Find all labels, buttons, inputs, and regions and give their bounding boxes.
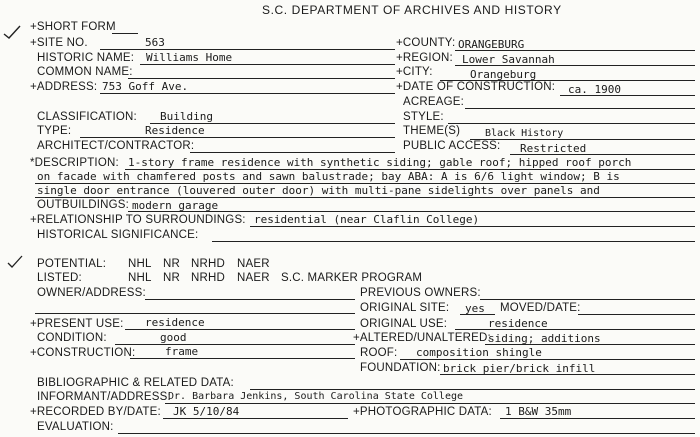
potential-naer: NAER bbox=[237, 258, 270, 270]
potential-label: POTENTIAL: bbox=[37, 258, 107, 270]
classification-value: Building bbox=[160, 110, 213, 123]
address-value: 753 Goff Ave. bbox=[102, 80, 189, 93]
site-no-value: 563 bbox=[145, 36, 165, 49]
potential-nr: NR bbox=[163, 258, 181, 270]
style-label: STYLE: bbox=[403, 111, 444, 123]
foundation-label: FOUNDATION: bbox=[360, 362, 441, 374]
type-value: Residence bbox=[145, 124, 205, 137]
city-label: +CITY: bbox=[396, 66, 433, 78]
date-of-construction-label: +DATE OF CONSTRUCTION: bbox=[396, 81, 556, 93]
original-site-label: ORIGINAL SITE: bbox=[360, 302, 450, 314]
description-label: *DESCRIPTION: bbox=[30, 157, 119, 169]
potential-nhl: NHL bbox=[128, 258, 152, 270]
informant-label: INFORMANT/ADDRESS: bbox=[37, 391, 171, 403]
sc-marker-program: S.C. MARKER PROGRAM bbox=[281, 272, 423, 284]
relationship-value: residential (near Claflin College) bbox=[254, 213, 480, 226]
informant-value: Dr. Barbara Jenkins, South Carolina State College bbox=[168, 391, 464, 402]
public-access-value: Restricted bbox=[520, 142, 587, 155]
original-use-label: ORIGINAL USE: bbox=[360, 318, 448, 330]
themes-value: Black History bbox=[485, 128, 564, 139]
condition-value: good bbox=[160, 331, 187, 344]
classification-label: CLASSIFICATION: bbox=[37, 111, 137, 123]
address-label: +ADDRESS: bbox=[30, 81, 98, 93]
construction-value: frame bbox=[165, 345, 199, 358]
listed-nhl: NHL bbox=[128, 272, 152, 284]
outbuildings-label: OUTBUILDINGS: bbox=[37, 199, 130, 211]
original-site-value: yes bbox=[465, 302, 485, 315]
present-use-value: residence bbox=[145, 316, 205, 329]
historic-name-label: HISTORIC NAME: bbox=[37, 52, 135, 64]
photographic-label: +PHOTOGRAPHIC DATA: bbox=[353, 406, 492, 418]
present-use-label: +PRESENT USE: bbox=[30, 318, 124, 330]
description-line-3: single door entrance (louvered outer door) with multi-pane sidelights over panels and bbox=[37, 184, 600, 197]
county-label: +COUNTY: bbox=[396, 37, 456, 49]
previous-owners-label: PREVIOUS OWNERS: bbox=[360, 287, 481, 299]
region-value: Lower Savannah bbox=[462, 53, 555, 66]
original-use-value: residence bbox=[488, 317, 548, 330]
relationship-label: +RELATIONSHIP TO SURROUNDINGS: bbox=[30, 214, 246, 226]
recorded-by-label: +RECORDED BY/DATE: bbox=[30, 406, 161, 418]
description-line-1: 1-story frame residence with synthetic siding; gable roof; hipped roof porch bbox=[128, 156, 632, 169]
region-label: +REGION: bbox=[396, 52, 453, 64]
description-line-2: on facade with chamfered posts and sawn balustrade; bay ABA: A is 6/6 light window; B is bbox=[37, 170, 620, 183]
outbuildings-value: modern garage bbox=[132, 199, 219, 212]
check-mark-icon bbox=[2, 24, 22, 40]
city-value: Orangeburg bbox=[470, 68, 537, 81]
public-access-label: PUBLIC ACCESS: bbox=[403, 140, 501, 152]
historic-name-value: Williams Home bbox=[146, 51, 233, 64]
acreage-label: ACREAGE: bbox=[403, 96, 465, 108]
listed-label: LISTED: bbox=[37, 272, 82, 284]
moved-date-label: MOVED/DATE: bbox=[500, 302, 581, 314]
evaluation-label: EVALUATION: bbox=[37, 421, 114, 433]
themes-label: THEME(S) bbox=[403, 125, 461, 137]
check-mark-icon bbox=[6, 254, 24, 270]
potential-nrhd: NRHD bbox=[191, 258, 226, 270]
site-no-label: +SITE NO. bbox=[30, 37, 88, 49]
architect-label: ARCHITECT/CONTRACTOR: bbox=[37, 140, 195, 152]
foundation-value: brick pier/brick infill bbox=[443, 362, 596, 375]
listed-nr: NR bbox=[163, 272, 181, 284]
date-of-construction-value: ca. 1900 bbox=[568, 83, 621, 96]
bibliographic-label: BIBLIOGRAPHIC & RELATED DATA: bbox=[37, 377, 234, 389]
photographic-value: 1 B&W 35mm bbox=[505, 405, 572, 418]
common-name-label: COMMON NAME: bbox=[37, 66, 133, 78]
roof-label: ROOF: bbox=[360, 347, 398, 359]
recorded-by-value: JK 5/10/84 bbox=[173, 405, 240, 418]
condition-label: CONDITION: bbox=[37, 332, 107, 344]
listed-naer: NAER bbox=[237, 272, 270, 284]
altered-label: +ALTERED/UNALTERED: bbox=[353, 332, 491, 344]
type-label: TYPE: bbox=[37, 125, 72, 137]
roof-value: composition shingle bbox=[416, 346, 542, 359]
owner-address-label: OWNER/ADDRESS: bbox=[37, 287, 146, 299]
construction-label: +CONSTRUCTION: bbox=[30, 347, 136, 359]
historical-significance-label: HISTORICAL SIGNIFICANCE: bbox=[37, 229, 199, 241]
listed-nrhd: NRHD bbox=[191, 272, 226, 284]
altered-value: siding; additions bbox=[488, 332, 601, 345]
page-title: S.C. DEPARTMENT OF ARCHIVES AND HISTORY bbox=[262, 3, 562, 17]
short-form-label: +SHORT FORM bbox=[30, 21, 116, 33]
county-value: ORANGEBURG bbox=[458, 38, 525, 51]
